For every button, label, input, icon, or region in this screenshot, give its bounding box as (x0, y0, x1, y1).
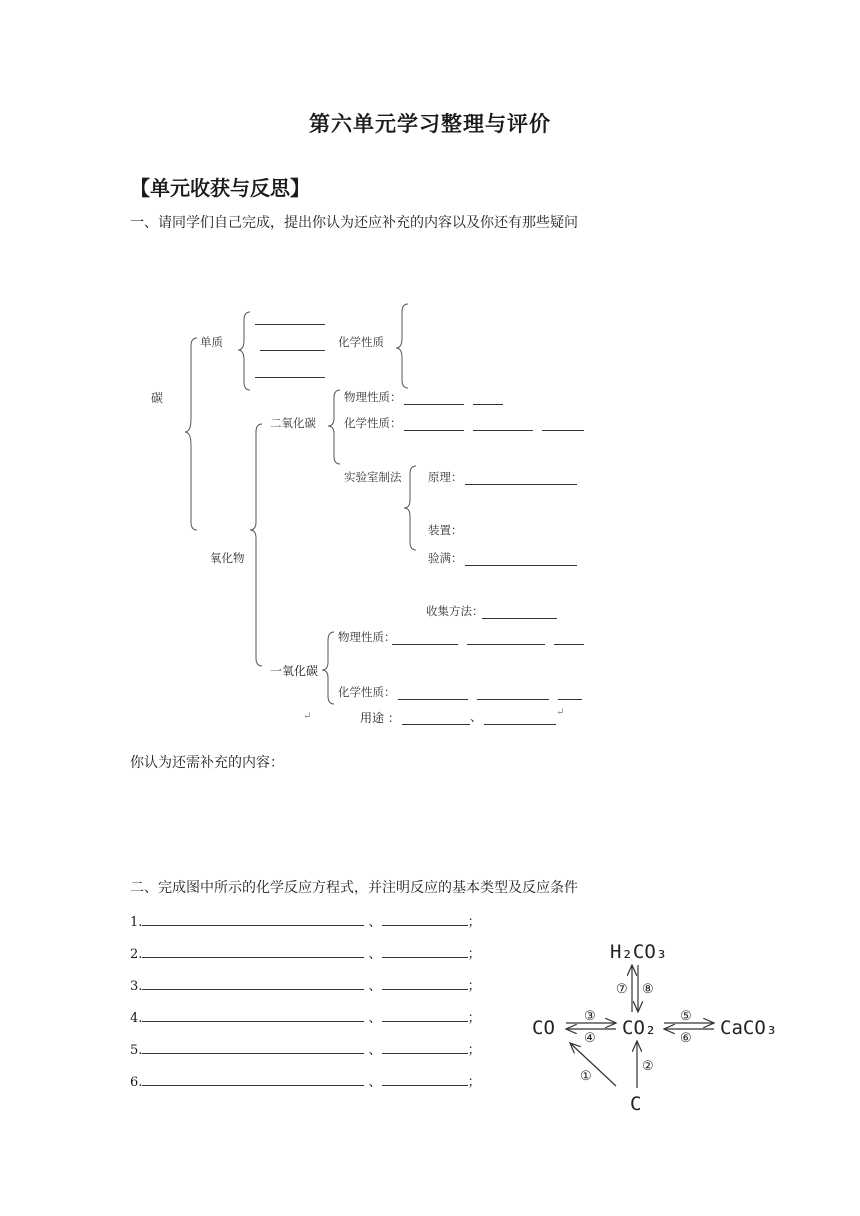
co2-wuli-blanks[interactable] (404, 390, 503, 409)
row-number: 1. (130, 915, 143, 930)
co2-wuli-label: 物理性质： (344, 390, 402, 404)
row-number: 3. (130, 979, 143, 994)
yongtu-separator: 、 (470, 710, 483, 724)
row-number: 6. (130, 1075, 143, 1090)
species-co2: CO₂ (622, 1017, 657, 1039)
tree-shiyanshi: 实验室制法 (344, 470, 402, 484)
equation-blank[interactable] (142, 977, 364, 990)
equation-row (130, 1007, 481, 1026)
danzhi-blank-2[interactable] (260, 336, 325, 355)
row-number: 4. (130, 1011, 143, 1026)
shouji-label: 收集方法： (426, 604, 484, 618)
tree-braces (0, 290, 860, 740)
co-wuli-label: 物理性质： (338, 630, 396, 644)
row-separator: 、 (368, 1075, 382, 1090)
type-blank[interactable] (382, 913, 468, 926)
co-wuli-blanks[interactable] (392, 630, 584, 649)
return-mark-right: ↵ (556, 707, 565, 718)
yanman-label: 验满： (428, 551, 463, 565)
row-number: 5. (130, 1043, 143, 1058)
tree-yanghuawu: 氧化物 (210, 551, 245, 565)
brace-yanghuawu (250, 424, 262, 666)
brace-huaxue (396, 304, 408, 388)
species-caco3: CaCO₃ (720, 1017, 778, 1039)
brace-co (322, 632, 334, 704)
row-separator: 、 (368, 1043, 382, 1058)
tree-danzhi: 单质 (200, 335, 223, 349)
type-blank[interactable] (382, 1073, 468, 1086)
equation-row (130, 1071, 481, 1090)
label-8: ⑧ (642, 982, 654, 997)
co-huaxue-blanks[interactable] (398, 685, 582, 704)
yongtu-blank-2[interactable] (484, 710, 556, 729)
co2-huaxue-label: 化学性质： (344, 416, 402, 430)
danzhi-blank-1[interactable] (255, 310, 325, 329)
co-huaxue-label: 化学性质： (338, 685, 396, 699)
row-end: ； (467, 979, 481, 994)
tree-huaxue-xingzhi: 化学性质 (338, 335, 384, 349)
yuanli-label: 原理： (428, 470, 463, 484)
species-c: C (630, 1093, 642, 1115)
row-end: ； (467, 947, 481, 962)
yongtu-blank-1[interactable] (402, 710, 470, 729)
brace-shiyanshi (404, 466, 416, 550)
yuanli-blank[interactable] (465, 470, 577, 489)
type-blank[interactable] (382, 1009, 468, 1022)
label-7: ⑦ (616, 982, 628, 997)
yongtu-label: 用途 ： (360, 711, 400, 725)
brace-root (185, 338, 197, 530)
question-2-text: 二、完成图中所示的化学反应方程式，并注明反应的基本类型及反应条件 (130, 880, 578, 896)
return-mark-left: ↵ (303, 711, 312, 722)
supplement-prompt: 你认为还需补充的内容： (130, 755, 284, 771)
page-title: 第六单元学习整理与评价 (309, 111, 551, 136)
equation-blank[interactable] (142, 945, 364, 958)
reaction-diagram (520, 930, 790, 1120)
tree-co: 一氧化碳 (270, 664, 319, 678)
row-end: ； (467, 1075, 481, 1090)
type-blank[interactable] (382, 1041, 468, 1054)
danzhi-blank-3[interactable] (255, 363, 325, 382)
row-number: 2. (130, 947, 143, 962)
label-5: ⑤ (680, 1009, 692, 1024)
shouji-blank[interactable] (482, 604, 557, 623)
zhuangzhi-label: 装置： (428, 523, 463, 537)
tree-root-carbon: 碳 (151, 391, 164, 405)
equation-row (130, 911, 481, 930)
row-separator: 、 (368, 1011, 382, 1026)
equation-row (130, 1039, 481, 1058)
equation-blank[interactable] (142, 913, 364, 926)
row-end: ； (467, 1043, 481, 1058)
species-h2co3: H₂CO₃ (610, 941, 668, 963)
species-co: CO (532, 1017, 555, 1039)
equation-row (130, 975, 481, 994)
row-end: ； (467, 1011, 481, 1026)
tree-co2: 二氧化碳 (270, 416, 316, 430)
co2-huaxue-blanks[interactable] (404, 416, 584, 435)
question-1-text: 一、请同学们自己完成，提出你认为还应补充的内容以及你还有那些疑问 (130, 215, 578, 231)
label-6: ⑥ (680, 1031, 692, 1046)
equation-blank[interactable] (142, 1009, 364, 1022)
type-blank[interactable] (382, 945, 468, 958)
row-end: ； (467, 915, 481, 930)
section-heading: 【单元收获与反思】 (130, 176, 310, 200)
label-2: ② (642, 1059, 654, 1074)
brace-danzhi (238, 312, 250, 390)
brace-co2 (328, 390, 340, 464)
row-separator: 、 (368, 979, 382, 994)
yanman-blank[interactable] (465, 551, 577, 570)
label-3: ③ (584, 1009, 596, 1024)
label-4: ④ (584, 1031, 596, 1046)
type-blank[interactable] (382, 977, 468, 990)
equation-blank[interactable] (142, 1073, 364, 1086)
row-separator: 、 (368, 947, 382, 962)
label-1: ① (580, 1069, 592, 1084)
equation-blank[interactable] (142, 1041, 364, 1054)
arrow-1 (570, 1043, 616, 1086)
equation-row (130, 943, 481, 962)
row-separator: 、 (368, 915, 382, 930)
